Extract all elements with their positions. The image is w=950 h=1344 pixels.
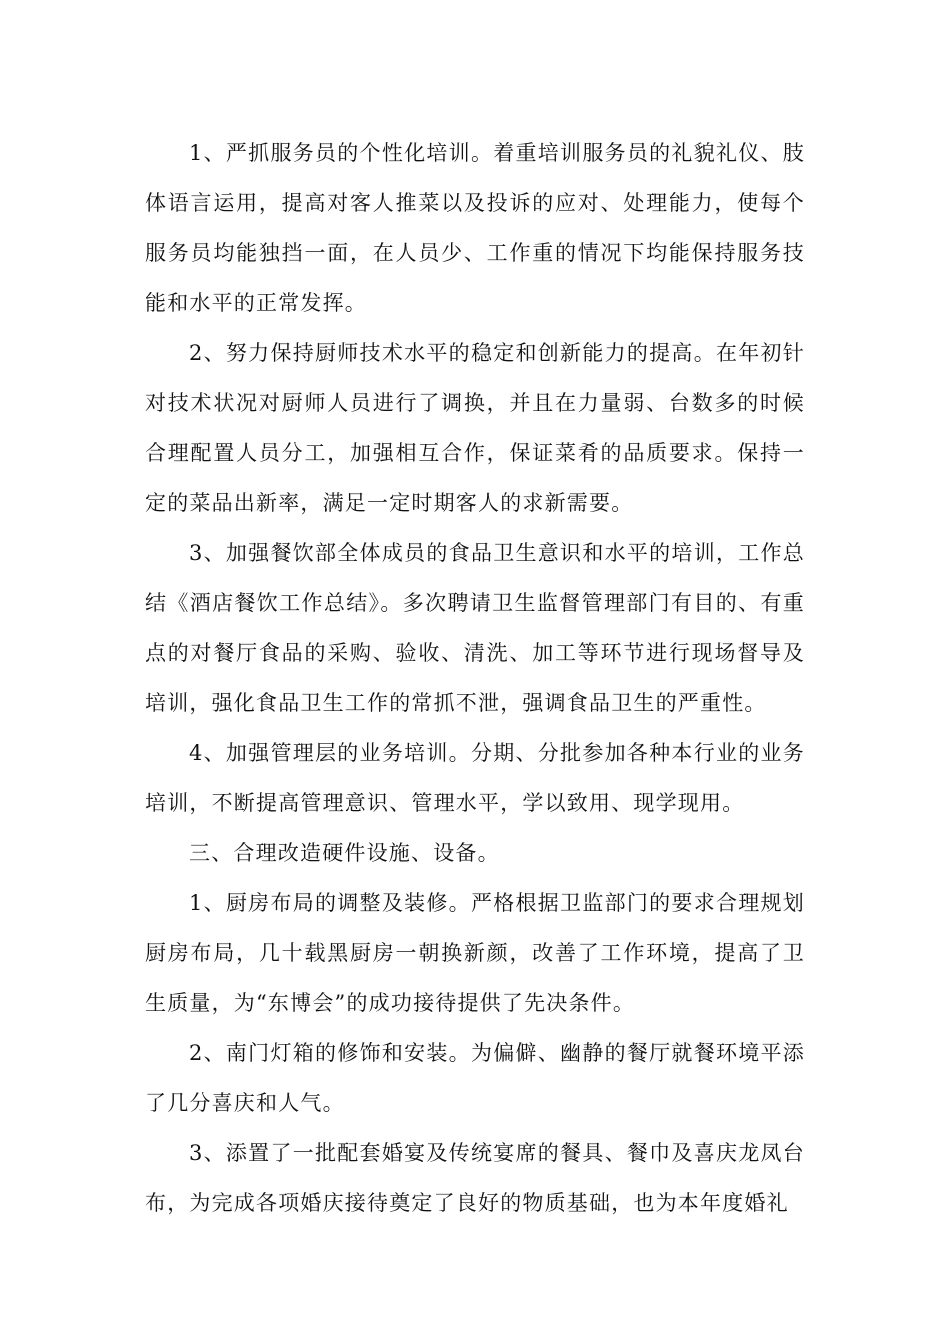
paragraph-kitchen-renovation: 1、厨房布局的调整及装修。严格根据卫监部门的要求合理规划厨房布局，几十载黑厨房一朝换新颜，改善了工作环境，提高了卫生质量，为“东博会”的成功接待提供了先决条件。 — [145, 891, 805, 1015]
paragraph-banquet-tableware: 3、添置了一批配套婚宴及传统宴席的餐具、餐巾及喜庆龙凤台布，为完成各项婚庆接待奠定了良好的物质基础，也为本年度婚礼 — [145, 1141, 805, 1215]
paragraph-staff-training: 1、严抓服务员的个性化培训。着重培训服务员的礼貌礼仪、肢体语言运用，提高对客人推菜以及投诉的应对、处理能力，使每个服务员均能独挡一面，在人员少、工作重的情况下均能保持服务技能和水平的正常发挥。 — [145, 141, 805, 315]
document-body — [145, 128, 805, 1228]
section-heading-facilities: 三、合理改造硬件设施、设备。 — [189, 841, 500, 865]
paragraph-food-hygiene: 3、加强餐饮部全体成员的食品卫生意识和水平的培训，工作总结《酒店餐饮工作总结》。多次聘请卫生监督管理部门有目的、有重点的对餐厅食品的采购、验收、清洗、加工等环节进行现场督导及培训，强化食品卫生工作的常抓不泄，强调食品卫生的严重性。 — [145, 541, 805, 715]
paragraph-south-gate-lightbox: 2、南门灯箱的修饰和安装。为偏僻、幽静的餐厅就餐环境平添了几分喜庆和人气。 — [145, 1041, 805, 1115]
paragraph-chef-skills: 2、努力保持厨师技术水平的稳定和创新能力的提高。在年初针对技术状况对厨师人员进行了调换，并且在力量弱、台数多的时候合理配置人员分工，加强相互合作，保证菜肴的品质要求。保持一定的菜品出新率，满足一定时期客人的求新需要。 — [145, 341, 805, 515]
paragraph-management-training: 4、加强管理层的业务培训。分期、分批参加各种本行业的业务培训，不断提高管理意识、管理水平，学以致用、现学现用。 — [145, 741, 805, 815]
